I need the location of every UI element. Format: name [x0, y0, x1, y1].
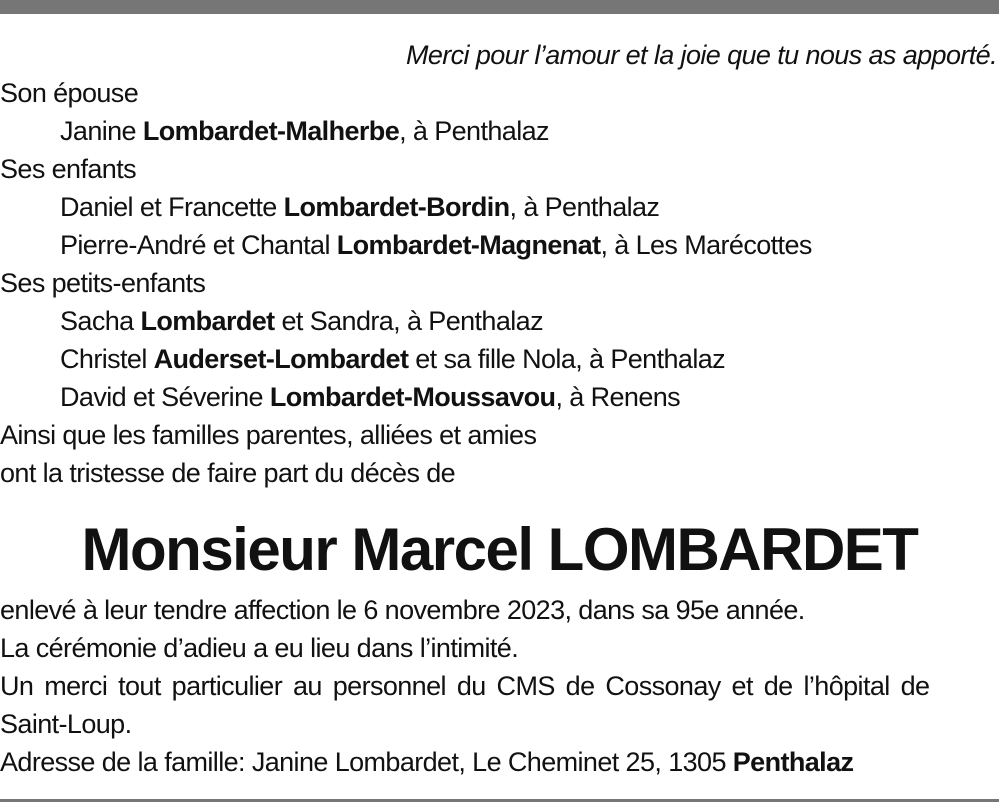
child-first: Daniel et Francette: [60, 192, 284, 222]
child-surname: Lombardet-Bordin: [283, 192, 510, 222]
grandchild-surname: Auderset-Lombardet: [153, 344, 409, 374]
grandchild-surname: Lombardet: [140, 306, 275, 336]
grandchild-first: Sacha: [60, 306, 141, 336]
grandchild-surname: Lombardet-Moussavou: [269, 382, 556, 412]
address-text: Adresse de la famille: Janine Lombardet, Le Cheminet 25, 1305: [0, 747, 733, 777]
thanks-line: Un merci tout particulier au personnel du CMS de Cossonay et de l’hôpital de Saint-Loup.: [0, 671, 930, 739]
grandchild-place: , à Renens: [555, 382, 681, 412]
children-heading: Ses enfants: [0, 154, 136, 184]
spouse-surname: Lombardet-Malherbe: [142, 116, 400, 146]
deceased-name: Monsieur Marcel LOMBARDET: [81, 516, 918, 583]
family-address: [0, 743, 999, 781]
spouse-entry: [0, 112, 999, 150]
death-line: enlevé à leur tendre affection le 6 novembre 2023, dans sa 95e année.: [0, 595, 805, 625]
grandchild-entry: [0, 378, 999, 416]
ceremony-line: La cérémonie d’adieu a eu lieu dans l’intimité.: [0, 633, 519, 663]
child-place: , à Penthalaz: [509, 192, 660, 222]
bottom-rule: [0, 799, 999, 802]
child-surname: Lombardet-Magnenat: [336, 230, 601, 260]
memorial-quote: Merci pour l’amour et la joie que tu nous as apporté.: [405, 40, 997, 70]
grandchild-first: Christel: [60, 344, 154, 374]
child-entry: [0, 226, 999, 264]
families-line: Ainsi que les familles parentes, alliées et amies: [0, 420, 537, 450]
obituary-notice: [0, 36, 999, 781]
child-place: , à Les Marécottes: [600, 230, 812, 260]
spouse-place: , à Penthalaz: [399, 116, 549, 146]
spouse-first: Janine: [60, 116, 143, 146]
grandchild-first: David et Séverine: [60, 382, 270, 412]
grandchild-entry: [0, 302, 999, 340]
child-entry: [0, 188, 999, 226]
top-rule: [0, 0, 999, 14]
address-town: Penthalaz: [732, 747, 854, 777]
grandchild-place: et sa fille Nola, à Penthalaz: [408, 344, 726, 374]
grandchildren-heading: Ses petits-enfants: [0, 268, 206, 298]
spouse-heading: Son épouse: [0, 78, 139, 108]
announcement-line: ont la tristesse de faire part du décès de: [0, 458, 456, 488]
child-first: Pierre-André et Chantal: [60, 230, 337, 260]
grandchild-entry: [0, 340, 999, 378]
grandchild-place: et Sandra, à Penthalaz: [274, 306, 543, 336]
